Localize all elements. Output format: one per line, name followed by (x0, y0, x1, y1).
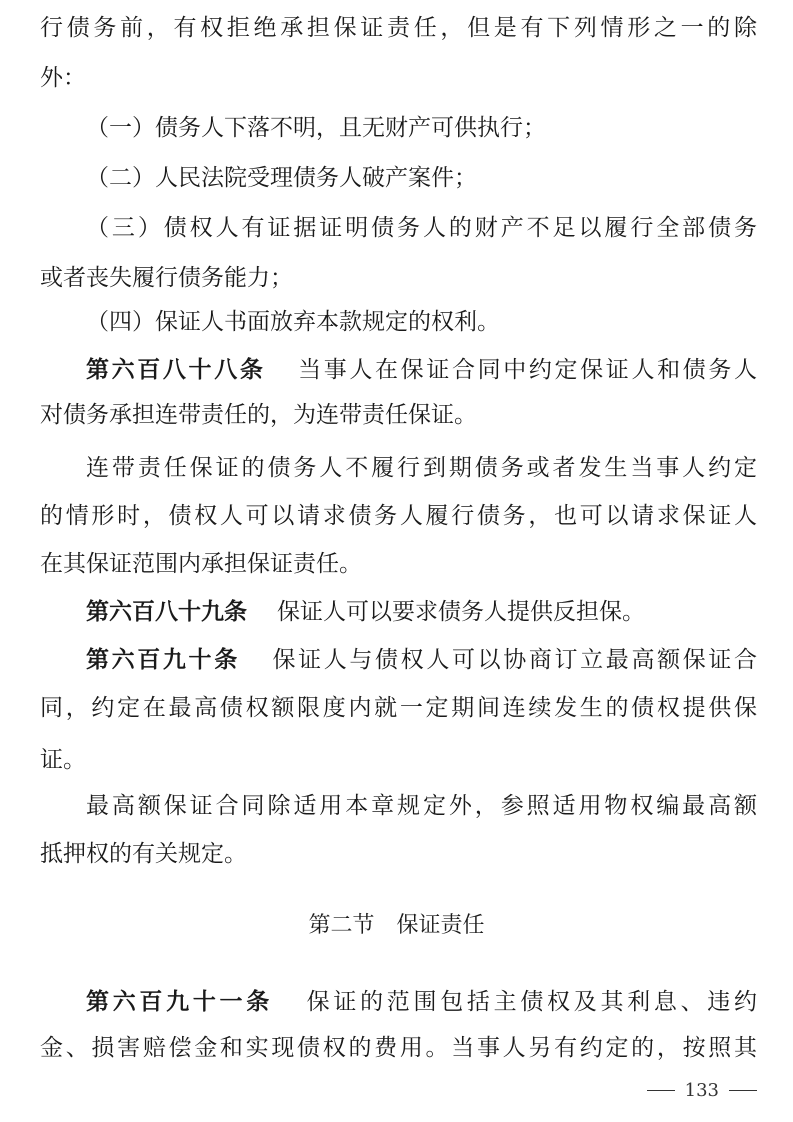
page-number: 133 (684, 1080, 719, 1101)
text-line: 对债务承担连带责任的，为连带责任保证。 (40, 402, 477, 428)
text-line: 连带责任保证的债务人不履行到期债务或者发生当事人约定 (86, 455, 757, 481)
article-number: 第六百九十条 (86, 646, 240, 673)
article-text: 保证人可以要求债务人提供反担保。 (277, 599, 645, 625)
text-line: （三）债权人有证据证明债务人的财产不足以履行全部债务 (86, 215, 757, 241)
right-dash (729, 1090, 757, 1091)
article-line (86, 350, 757, 390)
text-line: （二）人民法院受理债务人破产案件； (86, 165, 477, 191)
text-line: （四）保证人书面放弃本款规定的权利。 (86, 309, 500, 335)
text-line: 同，约定在最高债权额限度内就一定期间连续发生的债权提供保 (40, 695, 757, 721)
article-number: 第六百八十九条 (86, 598, 247, 625)
article-text: 保证的范围包括主债权及其利息、违约 (302, 989, 758, 1015)
text-line: 金、损害赔偿金和实现债权的费用。当事人另有约定的，按照其 (40, 1035, 757, 1061)
article-number: 第六百八十八条 (86, 356, 266, 383)
text-line: 证。 (40, 747, 86, 773)
article-line (86, 640, 757, 680)
article-line (86, 982, 757, 1022)
article-number: 第六百九十一条 (86, 988, 273, 1015)
text-line: 抵押权的有关规定。 (40, 841, 247, 867)
text-line: （一）债务人下落不明，且无财产可供执行； (86, 115, 546, 141)
page-number-footer (647, 1080, 757, 1101)
section-title: 第二节 保证责任 (308, 913, 485, 938)
text-line: 行债务前，有权拒绝承担保证责任，但是有下列情形之一的除 (40, 15, 757, 41)
text-line: 的情形时，债权人可以请求债务人履行债务，也可以请求保证人 (40, 503, 757, 529)
article-text: 当事人在保证合同中约定保证人和债务人 (295, 357, 758, 383)
text-line: 最高额保证合同除适用本章规定外，参照适用物权编最高额 (86, 793, 757, 819)
article-text: 保证人与债权人可以协商订立最高额保证合 (269, 647, 758, 673)
text-line: 外： (40, 65, 86, 91)
left-dash (647, 1090, 675, 1091)
text-line: 或者丧失履行债务能力； (40, 265, 293, 291)
text-line: 在其保证范围内承担保证责任。 (40, 551, 362, 577)
article-line (86, 592, 757, 632)
